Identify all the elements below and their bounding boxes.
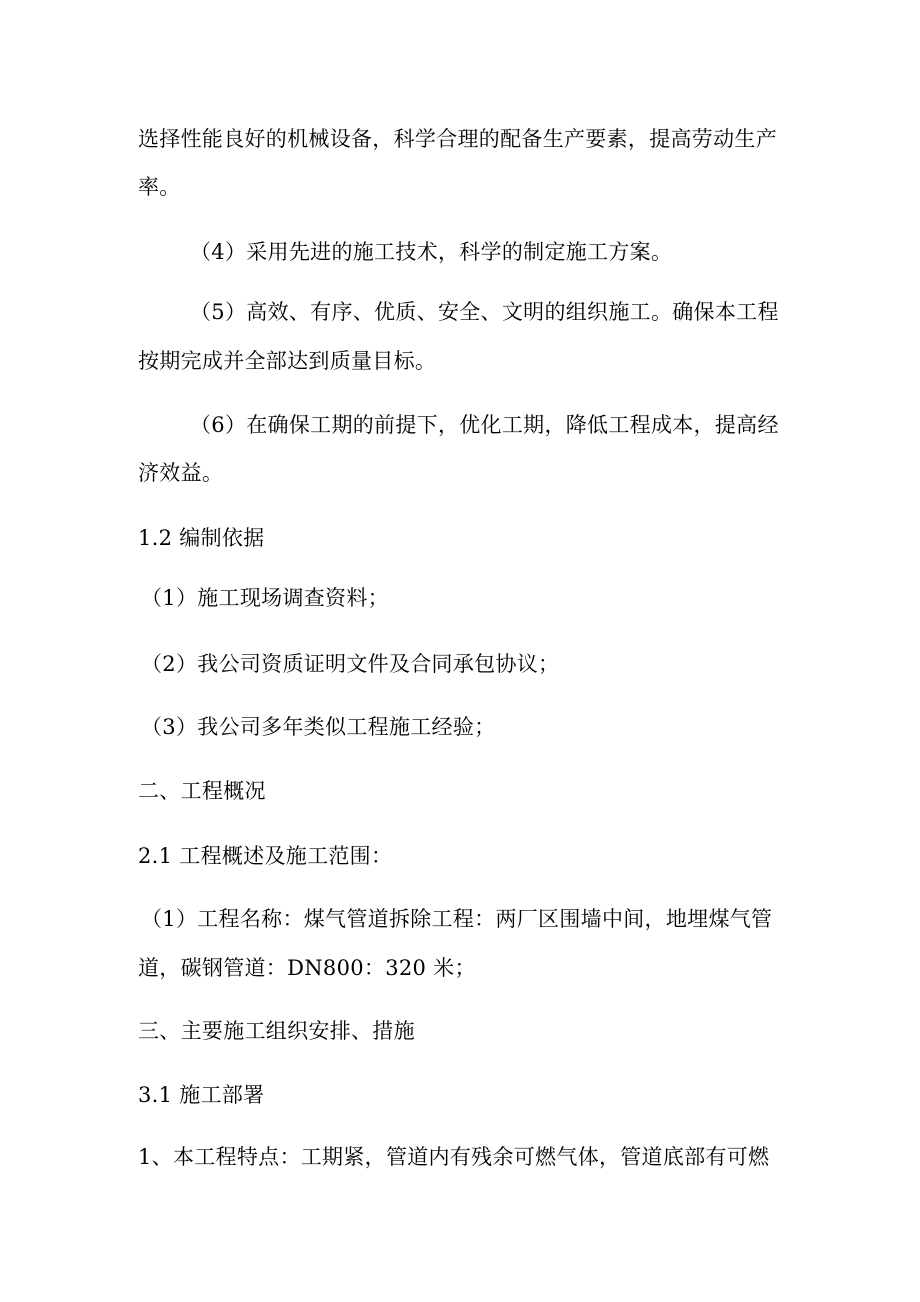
list-item-basis-2: （2）我公司资质证明文件及合同承包协议； [141, 652, 560, 676]
paragraph-item-5-line-2: 按期完成并全部达到质量目标。 [138, 349, 437, 373]
heading-1-2: 1.2 编制依据 [138, 526, 265, 550]
heading-section-2: 二、工程概况 [138, 779, 266, 803]
paragraph-item-5-line-1: （5）高效、有序、优质、安全、文明的组织施工。确保本工程 [190, 300, 779, 324]
list-item-basis-1: （1）施工现场调查资料； [141, 586, 389, 610]
paragraph-item-6-line-2: 济效益。 [138, 461, 224, 485]
paragraph-project-name-line-1: （1）工程名称：煤气管道拆除工程：两厂区围墙中间，地埋煤气管 [141, 907, 773, 931]
paragraph-features-line-1: 1、本工程特点：工期紧，管道内有残余可燃气体，管道底部有可燃 [138, 1145, 770, 1169]
heading-section-3: 三、主要施工组织安排、措施 [138, 1019, 415, 1043]
paragraph-item-4: （4）采用先进的施工技术，科学的制定施工方案。 [190, 240, 673, 264]
paragraph-equipment-line-2: 率。 [138, 175, 181, 199]
paragraph-equipment-line-1: 选择性能良好的机械设备，科学合理的配备生产要素，提高劳动生产 [138, 127, 777, 151]
heading-2-1: 2.1 工程概述及施工范围： [138, 844, 393, 868]
paragraph-item-6-line-1: （6）在确保工期的前提下，优化工期，降低工程成本，提高经 [190, 413, 779, 437]
list-item-basis-3: （3）我公司多年类似工程施工经验； [141, 715, 496, 739]
heading-3-1: 3.1 施工部署 [138, 1083, 265, 1107]
paragraph-project-name-line-2: 道，碳钢管道：DN800：320 米； [138, 956, 476, 980]
